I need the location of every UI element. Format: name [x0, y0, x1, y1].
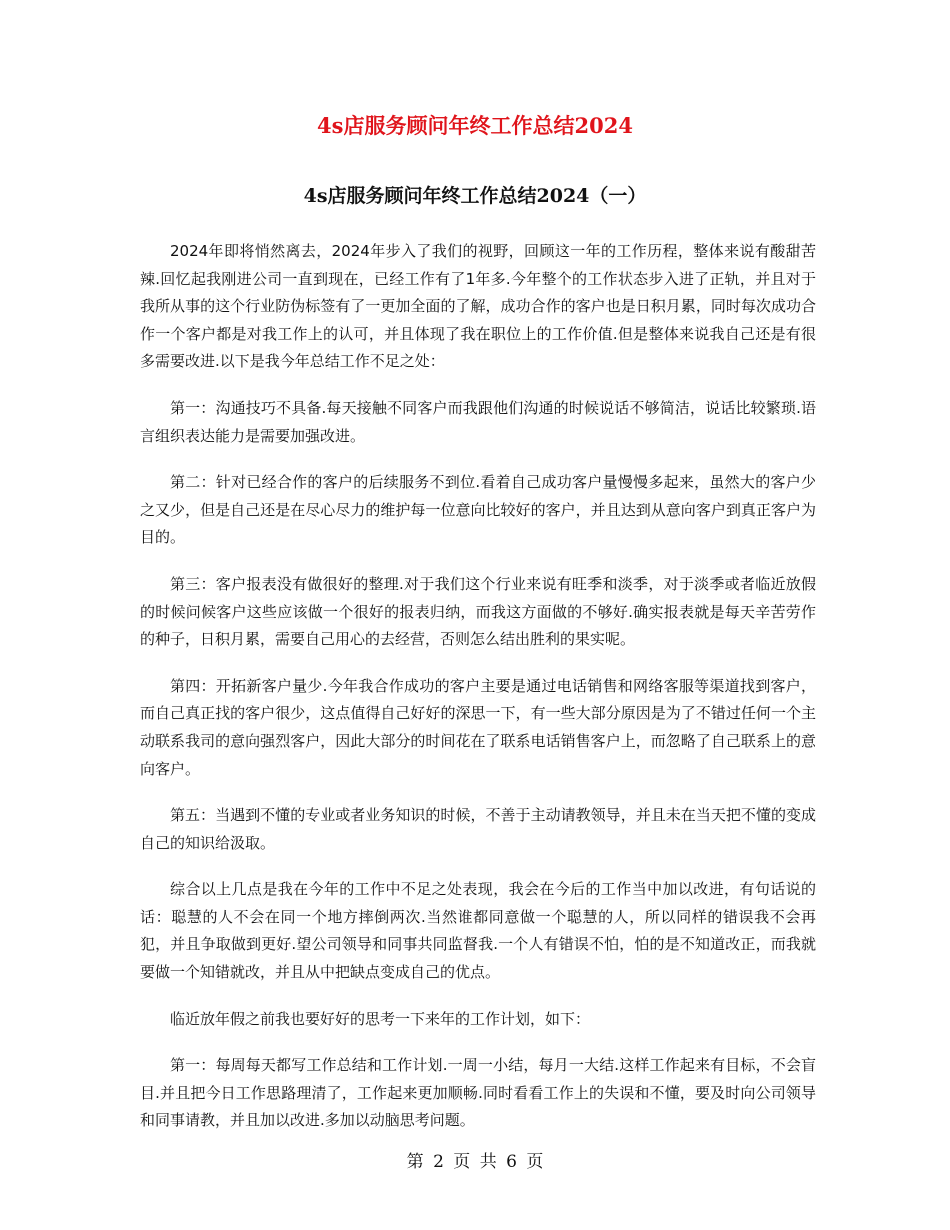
paragraph: 第四：开拓新客户量少.今年我合作成功的客户主要是通过电话销售和网络客服等渠道找到客户，而自己真正找的客户很少，这点值得自己好好的深思一下，有一些大部分原因是为了不错过任何一个主动联系我司的意向强烈客户，因此大部分的时间花在了联系电话销售客户上，而忽略了自己联系上的意向客户。 [140, 676, 816, 778]
document-title: 4s店服务顾问年终工作总结2024 [317, 113, 633, 138]
paragraph: 第三：客户报表没有做很好的整理.对于我们这个行业来说有旺季和淡季，对于淡季或者临近放假的时候问候客户这些应该做一个很好的报表归纳，而我这方面做的不够好.确实报表就是每天辛苦劳作的种子，日积月累，需要自己用心的去经营，否则怎么结出胜利的果实呢。 [140, 574, 816, 649]
paragraph: 第二：针对已经合作的客户的后续服务不到位.看着自己成功客户量慢慢多起来，虽然大的客户少之又少，但是自己还是在尽心尽力的维护每一位意向比较好的客户，并且达到从意向客户到真正客户为目的。 [140, 473, 816, 547]
paragraph: 第五：当遇到不懂的专业或者业务知识的时候，不善于主动请教领导，并且未在当天把不懂的变成自己的知识给汲取。 [140, 806, 816, 852]
document-body [140, 238, 816, 1154]
page-number-footer: 第 2 页 共 6 页 [406, 1152, 544, 1172]
paragraph: 第一：沟通技巧不具备.每天接触不同客户而我跟他们沟通的时候说话不够简洁，说话比较繁琐.语言组织表达能力是需要加强改进。 [140, 398, 816, 445]
section-title: 4s店服务顾问年终工作总结2024（一） [303, 185, 647, 207]
paragraph: 第一：每周每天都写工作总结和工作计划.一周一小结，每月一大结.这样工作起来有目标，不会盲目.并且把今日工作思路理清了，工作起来更加顺畅.同时看看工作上的失误和不懂，要及时向公司领导和同事请教，并且加以改进.多加以动脑思考问题。 [140, 1056, 816, 1130]
paragraph: 2024年即将悄然离去，2024年步入了我们的视野，回顾这一年的工作历程，整体来说有酸甜苦辣.回忆起我刚进公司一直到现在，已经工作有了1年多.今年整个的工作状态步入进了正轨，并且对于我所从事的这个行业防伪标签有了一更加全面的了解，成功合作的客户也是日积月累，同时每次成功合作一个客户都是对我工作上的认可，并且体现了我在职位上的工作价值.但是整体来说我自己还是有很多需要改进.以下是我今年总结工作不足之处： [140, 242, 816, 371]
paragraph: 综合以上几点是我在今年的工作中不足之处表现，我会在今后的工作当中加以改进，有句话说的话：聪慧的人不会在同一个地方摔倒两次.当然谁都同意做一个聪慧的人，所以同样的错误我不会再犯，并且争取做到更好.望公司领导和同事共同监督我.一个人有错误不怕，怕的是不知道改正，而我就要做一个知错就改，并且从中把缺点变成自己的优点。 [140, 880, 816, 982]
paragraph: 临近放年假之前我也要好好的思考一下来年的工作计划，如下： [170, 1009, 591, 1028]
